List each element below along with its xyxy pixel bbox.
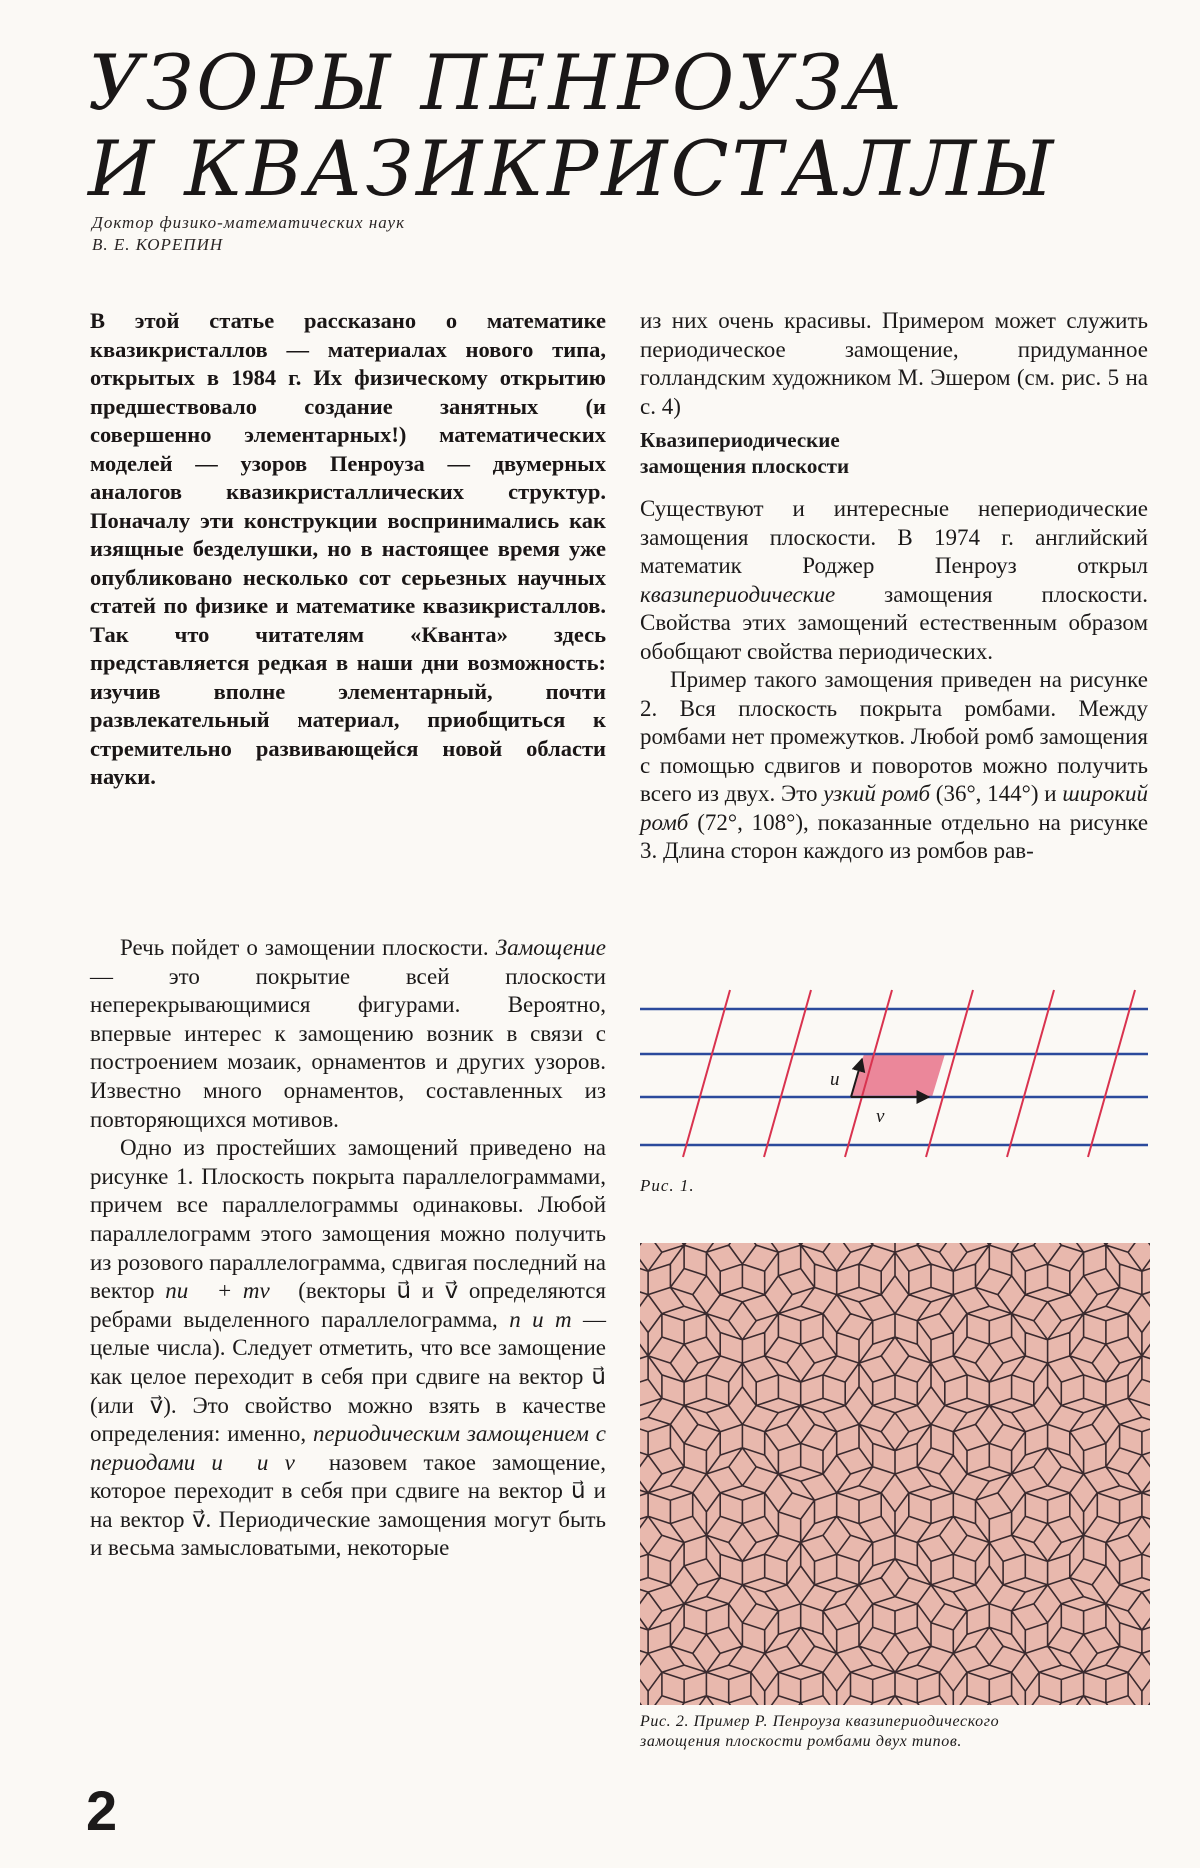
text-run: — целые числа). Следует отметить, что все замощение как целое переходит в себя при сдвиге на вектор u⃗ (или v⃗). Это свойство можно взять в качестве определения: именно, bbox=[90, 1306, 607, 1447]
red-line bbox=[764, 990, 811, 1157]
text-run: Речь пойдет о замощении плоскости. bbox=[120, 935, 489, 960]
section-heading bbox=[640, 427, 1148, 479]
title-line-1: УЗОРЫ ПЕНРОУЗА bbox=[88, 38, 906, 127]
paragraph-periodic-tiling bbox=[90, 1134, 606, 1563]
lead-text: В этой статье рассказано о математике квазикристаллов — материалах нового типа, открытых в 1984 г. Их физическому открытию предшествовало создание занятных (и совершенно элементарных!) математических моделей — узоров Пенроуза — двумерных аналогов квазикристаллических структур. Поначалу эти конструкции воспринимались как изящные безделушки, но в настоящее время уже опубликовано несколько сот серьезных научных статей по физике и математике квазикристаллов. Так что читателям «Кванта» здесь представляется редкая в наши дни возможность: изучив вполне элементарный, почти развлекательный материал, приобщиться к стремительно развивающейся новой области науки. bbox=[90, 308, 606, 789]
article-title bbox=[88, 40, 1148, 212]
right-column-body bbox=[640, 307, 1148, 866]
figure-1-parallelogram-grid bbox=[640, 985, 1148, 1165]
text-run: Одно из простейших замощений приведено на рисунке 1. Плоскость покрыта параллелограммами, причем все параллелограммы одинаковы. Любой параллелограмм этого замощения можно получить из розового параллелограмма, сдвигая последний на вектор bbox=[90, 1135, 606, 1304]
text-run: Пример такого замощения приведен на рисунке 2. Вся плоскость покрыта ромбами. Между ромбами нет промежутков. Любой ромб замощения с помощью сдвигов и поворотов можно получить всего из двух. Это bbox=[640, 667, 1148, 806]
paragraph-escher: из них очень красивы. Примером может служить периодическое замощение, придуманное голландским художником М. Эшером (см. рис. 5 на с. 4) bbox=[640, 308, 1148, 419]
section-heading-line-1: Квазипериодические bbox=[640, 428, 840, 452]
text-run: — это покрытие всей плоскости неперекрывающимися фигурами. Вероятно, впервые интерес к замощению возник в связи с построением мозаик, орнаментов и других узоров. Известно много орнаментов, составленных из повторяющихся мотивов. bbox=[90, 963, 606, 1132]
author-block bbox=[92, 212, 592, 256]
figure-2-penrose-tiling bbox=[640, 1243, 1150, 1705]
rhomb-edges bbox=[640, 1243, 1150, 1705]
red-line bbox=[1088, 990, 1135, 1157]
term-tiling: Замощение bbox=[495, 935, 607, 960]
text-run: замощения плоскости. Свойства этих замощений естественным образом обобщают свойства периодических. bbox=[640, 581, 1148, 664]
figure-1-caption: Рис. 1. bbox=[640, 1176, 695, 1195]
text-run: (векторы u⃗ и v⃗ определяются ребрами выделенного параллелограмма, bbox=[90, 1278, 607, 1332]
vector-v-label: v⃗ bbox=[876, 1106, 900, 1127]
red-line bbox=[683, 990, 730, 1157]
vector-expression: nu⃗ + mv⃗ bbox=[165, 1278, 288, 1304]
section-heading-line-2: замощения плоскости bbox=[640, 454, 850, 478]
text-run: (36°, 144°) и bbox=[935, 781, 1057, 806]
lead-paragraph bbox=[90, 307, 606, 792]
caption-line-2: замощения плоскости ромбами двух типов. bbox=[640, 1733, 963, 1750]
text-run: (72°, 108°), bbox=[697, 809, 809, 835]
paragraph-quasiperiodic bbox=[640, 495, 1148, 666]
red-line bbox=[1007, 990, 1054, 1157]
highlighted-parallelogram bbox=[851, 1054, 945, 1097]
caption-line-1: Рис. 2. Пример Р. Пенроуза квазипериодического bbox=[640, 1713, 1000, 1730]
paragraph-rhombs bbox=[640, 666, 1148, 866]
left-column-body bbox=[90, 934, 606, 1563]
paragraph-tiling-definition bbox=[90, 934, 606, 1134]
text-run: показанные отдельно на рисунке 3. Длина сторон каждого из ромбов рав- bbox=[640, 809, 1149, 863]
text-run: назовем такое замощение, которое переходит в себя при сдвиге на вектор u⃗ и на вектор v⃗. Периодические замощения могут быть и весьма замысловатыми, некоторые bbox=[90, 1449, 606, 1561]
term-wide-rhomb: широкий ромб bbox=[640, 781, 1149, 835]
term-quasiperiodic: квазипериодические bbox=[640, 581, 836, 607]
term-narrow-rhomb: узкий ромб bbox=[823, 781, 931, 806]
integer-symbols: n и m bbox=[509, 1306, 572, 1332]
page-number: 2 bbox=[86, 1779, 118, 1842]
author-name: В. Е. КОРЕПИН bbox=[92, 235, 224, 254]
author-degree: Доктор физико-математических наук bbox=[92, 213, 406, 232]
vector-u-label: u⃗ bbox=[830, 1069, 855, 1090]
title-line-2: И КВАЗИКРИСТАЛЛЫ bbox=[88, 124, 1057, 213]
text-run: Существуют и интересные непериодические замощения плоскости. В 1974 г. английский математик Роджер Пенроуз открыл bbox=[640, 496, 1148, 578]
term-periodic-tiling: периодическим замощением с периодами u⃗ и v⃗ bbox=[90, 1421, 607, 1475]
figure-2-caption bbox=[640, 1712, 1150, 1752]
